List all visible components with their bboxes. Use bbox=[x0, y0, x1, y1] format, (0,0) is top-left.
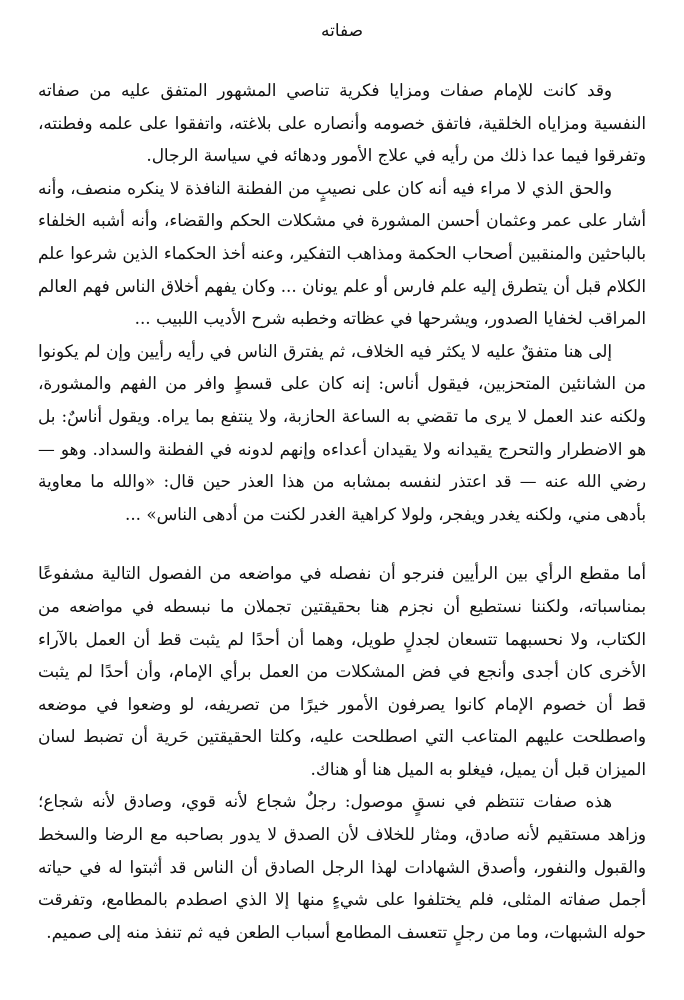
paragraph-2: والحق الذي لا مراء فيه أنه كان على نصيبٍ من الفطنة النافذة لا ينكره منصف، وأنه أشار على عمر وعثمان أحسن المشورة في مشكلات الحكم والقضاء، وأنه أشبه الخلفاء بالباحثين والمنقبين أصحاب الحكمة ومذاهب التفكير، وعنه أخذ الحكماء الذين شرعوا علم الكلام قبل أن يتطرق إليه علم فارس أو علم يونان ... وكان يفهم أخلاق الناس فهم العالم المراقب لخفايا الصدور، ويشرحها في عظاته وخطبه شرح الأديب اللبيب ... bbox=[38, 177, 646, 329]
paragraph-1: وقد كانت للإمام صفات ومزايا فكرية تناصي المشهور المتفق عليه من صفاته النفسية ومزاياه الخلقية، فاتفق خصومه وأنصاره على بلاغته، واتفقوا على علمه وفطنته، وتفرقوا فيما عدا ذلك من رأيه في علاج الأمور ودهائه في سياسة الرجال. bbox=[38, 80, 646, 166]
running-head: صفاته bbox=[320, 21, 364, 41]
section-gap bbox=[38, 530, 646, 557]
paragraph-4: أما مقطع الرأي بين الرأيين فنرجو أن نفصله في مواضعه من الفصول التالية مشفوعًا بمناسباته، ولكننا نستطيع أن نجزم هنا بحقيقتين تجملان ما نبسطه في مواضعه من الكتاب، ولا نحسبهما تتسعان لجدلٍ طويل، وهما أن أحدًا لم يثبت قط أن العمل بالآراء الأخرى كان أجدى وأنجع في فض المشكلات من العمل برأي الإمام، وأن أحدًا لم يثبت قط أن خصوم الإمام كانوا يصرفون الأمور خيرًا من تصريفه، لو وضعوا في موضعه واصطلحت عليهم المتاعب التي اصطلحت عليه، وكلتا الحقيقتين حَرية أن تضبط لسان الميزان قبل أن يميل، فيغلو به الميل هنا أو هناك. bbox=[38, 563, 646, 779]
paragraph-3: إلى هنا متفقٌ عليه لا يكثر فيه الخلاف، ثم يفترق الناس في رأيه رأيين وإن لم يكونوا من الشانئين المتحزبين، فيقول أناس: إنه كان على قسطٍ وافر من الفهم والمشورة، ولكنه عند العمل لا يرى ما تقضي به الساعة الحازبة، ولا ينتفع بما يراه. ويقول أناسٌ: بل هو الاضطرار والتحرج يقيدانه ولا يقيدان أعداءه وإنهم لدونه في الفطنة والسداد. وهو — رضي الله عنه — قد اعتذر لنفسه بمشابه من هذا العذر حين قال: «والله ما معاوية بأدهى مني، ولكنه يغدر ويفجر، ولولا كراهية الغدر لكنت من أدهى الناس» ... bbox=[38, 340, 646, 524]
paragraph-5: هذه صفات تنتظم في نسقٍ موصول: رجلٌ شجاع لأنه قوي، وصادق لأنه شجاع؛ وزاهد مستقيم لأنه صادق، ومثار للخلاف لأن الصدق لا يدور بصاحبه مع الرضا والسخط والقبول والنفور، وأصدق الشهادات لهذا الرجل الصادق أن الناس قد أثبتوا له في حياته أجمل صفاته المثلى، فلم يختلفوا على شيءٍ منها إلا الذي اصطدم بالمطامع، وتفرقت حوله الشبهات، وما من رجلٍ تتعسف المطامع أسباب الطعن فيه ثم تنفذ منه إلى صميم. bbox=[38, 791, 646, 942]
